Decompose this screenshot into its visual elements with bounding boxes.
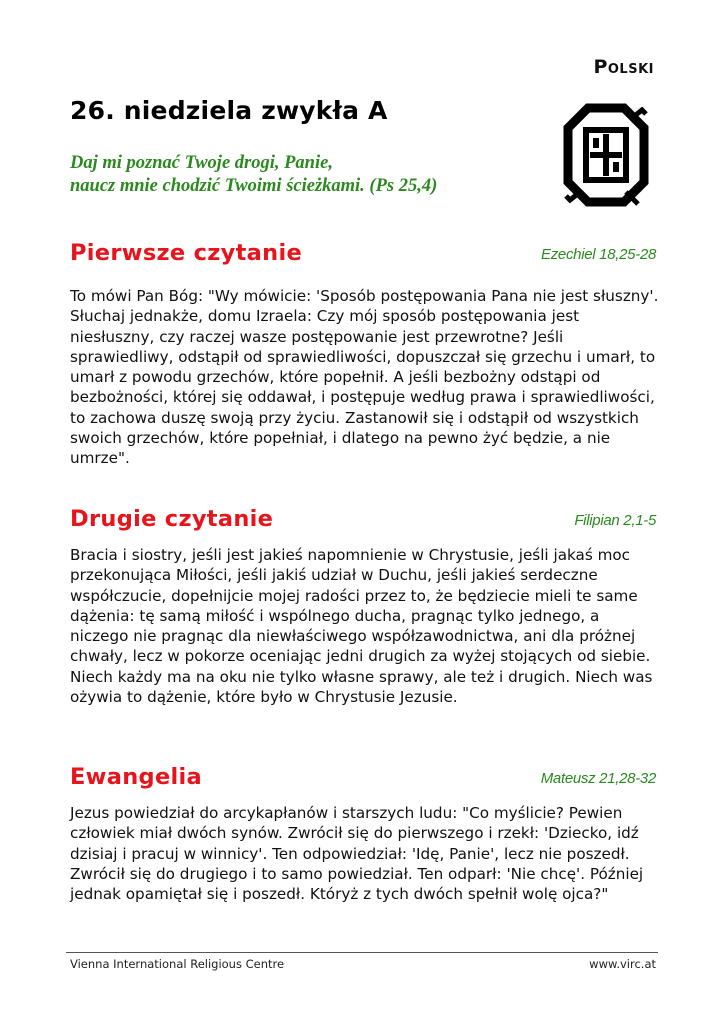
footer-website-link[interactable]: www.virc.at bbox=[589, 957, 656, 971]
scripture-reference: Mateusz 21,28-32 bbox=[540, 770, 656, 787]
reading-text: To mówi Pan Bóg: "Wy mówicie: 'Sposób postępowania Pana nie jest słuszny'. Słuchaj jednakże, domu Izraela: Czy mój sposób postępowania jest niesłuszny, czy raczej wasze postępowanie jest przewrotne? Jeśli sprawiedliwy, odstąpił od sprawiedliwości, dopuszczał się grzechu i umarł, to umarł z powodu grzechów, które popełnił. A jeśli bezbożny odstąpi od bezbożności, której się oddawał, i postępuje według prawa i sprawiedliwości, to zachowa duszę swoją przy życiu. Zastanowił się i odstąpił od wszystkich swoich grzechów, które popełniał, i dlatego na pewno żyć będzie, a nie umrze". bbox=[70, 287, 659, 468]
reading-header bbox=[70, 234, 656, 266]
page-title: 26. niedziela zwykła A bbox=[70, 96, 388, 125]
scripture-reference: Filipian 2,1-5 bbox=[574, 512, 656, 529]
scripture-reference: Ezechiel 18,25-28 bbox=[541, 246, 656, 263]
virc-emblem-icon bbox=[562, 100, 650, 210]
language-label: Polski bbox=[593, 56, 654, 78]
reading-text: Jezus powiedział do arcykapłanów i starszych ludu: "Co myślicie? Pewien człowiek miał dwóch synów. Zwrócił się do pierwszego i rzekł: 'Dziecko, idź dzisiaj i pracuj w winnicy'. Ten odpowiedział: 'Idę, Panie', lecz nie poszedł. Zwrócił się do drugiego i to samo powiedział. Ten odparł: 'Nie chcę'. Później jednak opamiętał się i poszedł. Któryż z tych dwóch spełnił wolę ojca?" bbox=[70, 804, 644, 904]
reading-header bbox=[70, 500, 656, 532]
section-title: Ewangelia bbox=[70, 764, 203, 790]
reading-header bbox=[70, 758, 656, 790]
antiphon-line: naucz mnie chodzić Twoimi ścieżkami. (Ps 25,4) bbox=[70, 176, 438, 196]
antiphon bbox=[70, 152, 437, 198]
section-title: Drugie czytanie bbox=[70, 506, 274, 532]
section-title: Pierwsze czytanie bbox=[70, 240, 303, 266]
reading-text: Bracia i siostry, jeśli jest jakieś napomnienie w Chrystusie, jeśli jakaś moc przekonująca Miłości, jeśli jakiś udział w Duchu, jeśli jakieś serdeczne współczucie, dopełnijcie mojej radości przez to, że będziecie mieli te same dążenia: tę samą miłość i wspólnego ducha, pragnąc tylko jednego, a niczego nie pragnąc dla niewłaściwego współzawodnictwa, ani dla próżnej chwały, lecz w pokorze oceniając jedni drugich za wyżej stojących od siebie. Niech każdy ma na oku nie tylko własne sprawy, ale też i drugich. Niech was ożywia to dążenie, które było w Chrystusie Jezusie. bbox=[70, 546, 653, 707]
footer-organization: Vienna International Religious Centre bbox=[70, 957, 285, 971]
antiphon-line: Daj mi poznać Twoje drogi, Panie, bbox=[70, 153, 333, 173]
footer-divider bbox=[66, 952, 658, 953]
